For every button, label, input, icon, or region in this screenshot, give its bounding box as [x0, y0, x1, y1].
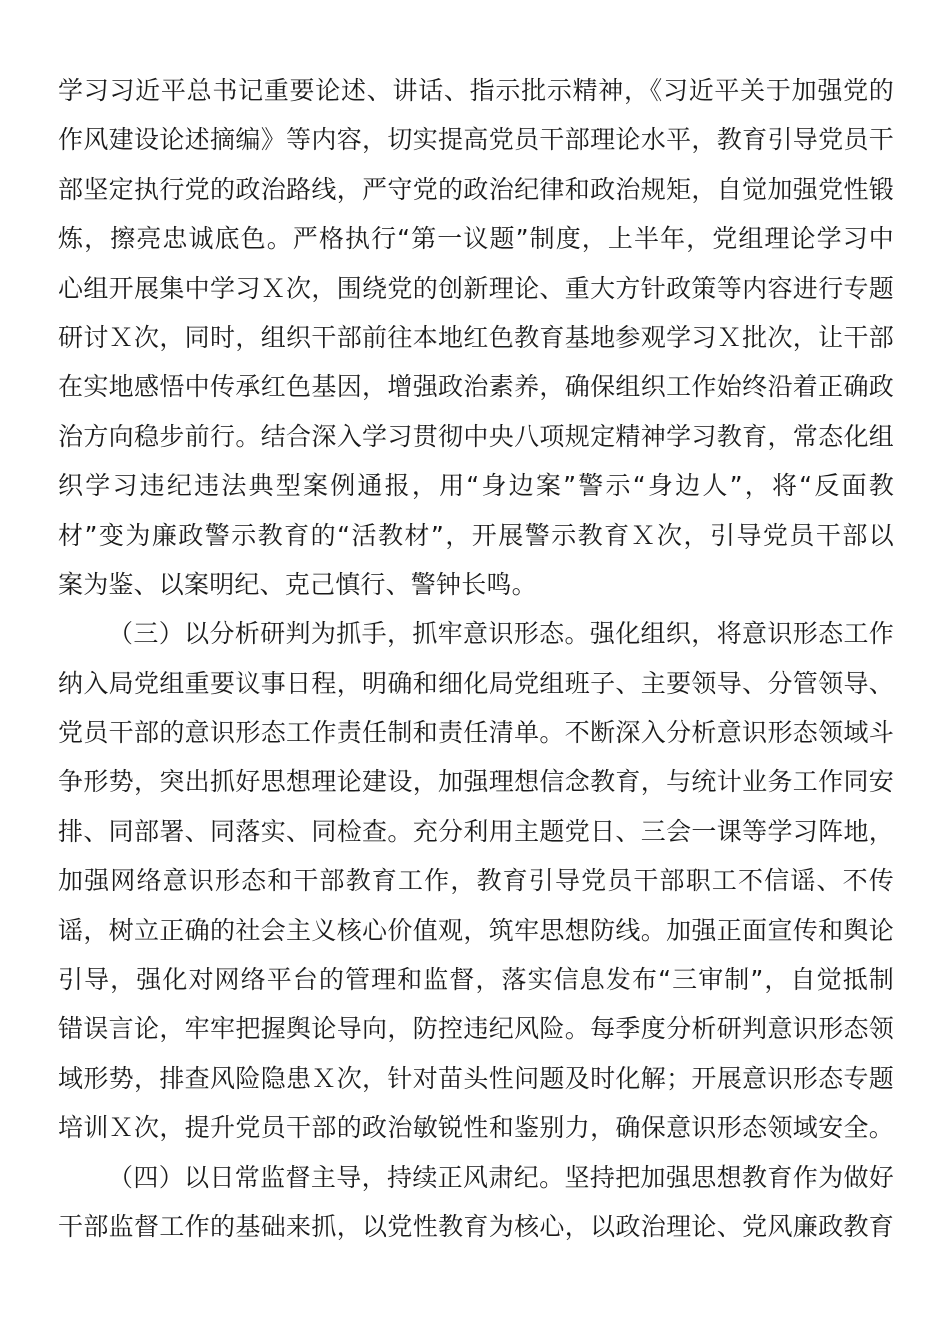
body-text — [58, 66, 894, 1251]
text-line: 部坚定执行党的政治路线，严守党的政治纪律和政治规矩，自觉加强党性锻 — [58, 174, 894, 204]
text-line: 心组开展集中学习Ｘ次，围绕党的创新理论、重大方针政策等内容进行专题 — [58, 273, 894, 303]
text-line: 案为鉴、以案明纪、克己慎行、警钟长鸣。 — [58, 569, 537, 599]
text-line: 培训Ｘ次，提升党员干部的政治敏锐性和鉴别力，确保意识形态领域安全。 — [58, 1113, 894, 1143]
text-line: 党员干部的意识形态工作责任制和责任清单。不断深入分析意识形态领域斗 — [58, 718, 894, 748]
text-line: 治方向稳步前行。结合深入学习贯彻中央八项规定精神学习教育，常态化组 — [58, 421, 894, 451]
text-line: 谣，树立正确的社会主义核心价值观，筑牢思想防线。加强正面宣传和舆论 — [58, 915, 894, 945]
text-line: 错误言论，牢牢把握舆论导向，防控违纪风险。每季度分析研判意识形态领 — [58, 1014, 894, 1044]
text-line: 争形势，突出抓好思想理论建设，加强理想信念教育，与统计业务工作同安 — [58, 767, 894, 797]
section-heading-line: （四）以日常监督主导，持续正风肃纪。坚持把加强思想教育作为做好 — [108, 1162, 894, 1192]
text-line: 作风建设论述摘编》等内容，切实提高党员干部理论水平，教育引导党员干 — [58, 125, 894, 155]
text-line: 织学习违纪违法典型案例通报，用“身边案”警示“身边人”，将“反面教 — [58, 471, 894, 501]
text-line: 域形势，排查风险隐患Ｘ次，针对苗头性问题及时化解；开展意识形态专题 — [58, 1063, 894, 1093]
text-line: 炼，擦亮忠诚底色。严格执行“第一议题”制度，上半年，党组理论学习中 — [58, 224, 894, 254]
text-line: 排、同部署、同落实、同检查。充分利用主题党日、三会一课等学习阵地， — [58, 816, 894, 846]
text-line: 学习习近平总书记重要论述、讲话、指示批示精神，《习近平关于加强党的 — [58, 76, 894, 105]
paragraph-study-and-warning-education — [58, 66, 894, 609]
text-line: 在实地感悟中传承红色基因，增强政治素养，确保组织工作始终沿着正确政 — [58, 372, 894, 402]
text-line: 研讨Ｘ次，同时，组织干部前往本地红色教育基地参观学习Ｘ批次，让干部 — [58, 322, 894, 352]
text-line: 材”变为廉政警示教育的“活教材”，开展警示教育Ｘ次，引导党员干部以 — [58, 520, 894, 550]
text-line: 引导，强化对网络平台的管理和监督，落实信息发布“三审制”，自觉抵制 — [58, 965, 894, 995]
paragraph-section-3-ideology — [58, 609, 894, 1152]
section-heading-line: （三）以分析研判为抓手，抓牢意识形态。强化组织，将意识形态工作 — [108, 619, 894, 649]
text-line: 纳入局党组重要议事日程，明确和细化局党组班子、主要领导、分管领导、 — [58, 668, 894, 698]
text-line: 干部监督工作的基础来抓，以党性教育为核心，以政治理论、党风廉政教育 — [58, 1211, 894, 1241]
paragraph-section-4-supervision — [58, 1153, 894, 1252]
text-line: 加强网络意识形态和干部教育工作，教育引导党员干部职工不信谣、不传 — [58, 866, 894, 896]
